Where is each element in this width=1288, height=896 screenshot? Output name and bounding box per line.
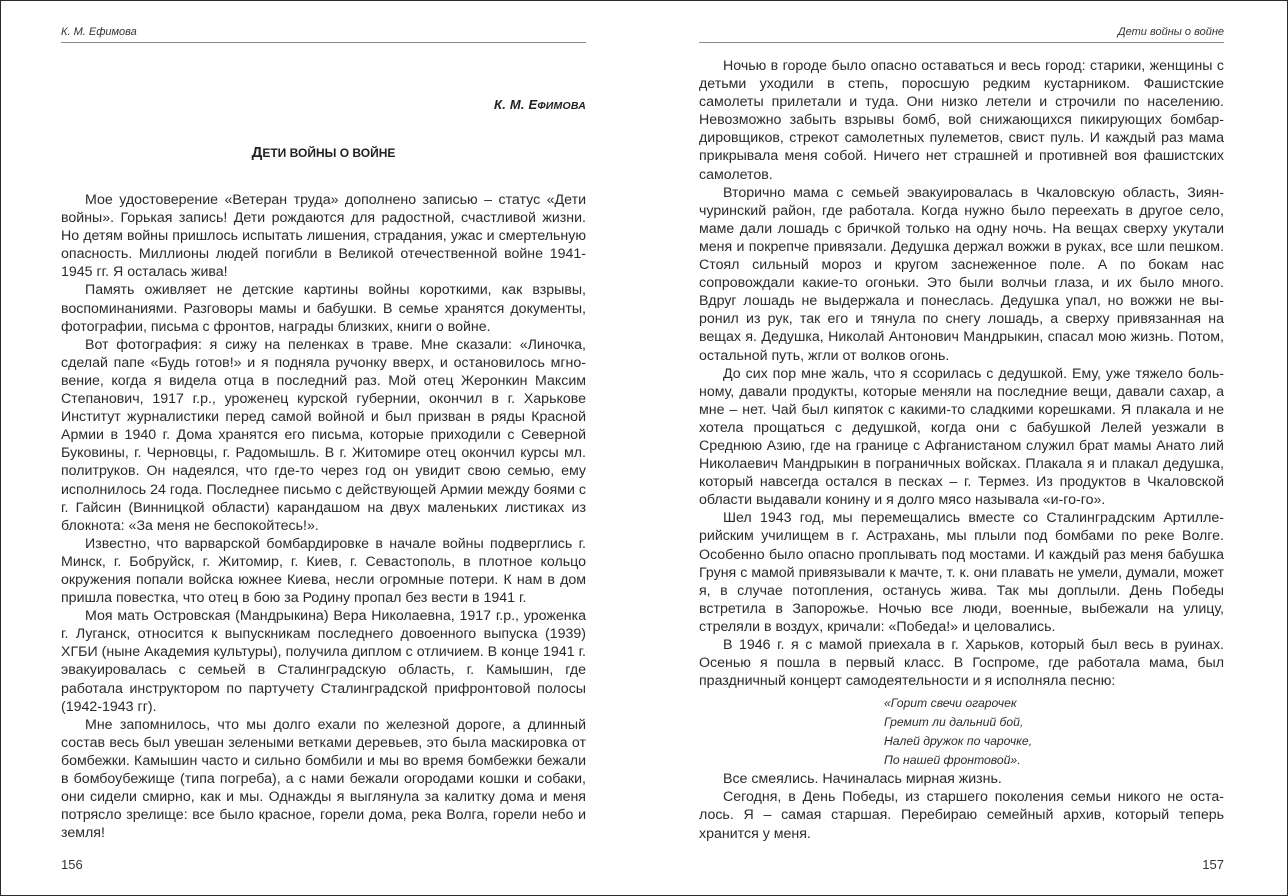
paragraph: Известно, что варварской бомбардировке в начале войны подверглись г. Минск, г. Бобруйск, г. Житомир, г. Киев, г. Севастополь, в плотное кольцо окружения попали войска южнее Киева, несли огромные потери. К нам в дом пришла повестка, что отец в бою за Родину пропал без вести в 1941 г. [61,535,586,607]
paragraph: В 1946 г. я с мамой приехала в г. Харьков, который был весь в руинах. Осенью я пошла в первый класс. В Госпроме, где работала мама, был праздничный концерт самодеятельности и я исполняла песню: [699,637,1224,690]
right-body-text [699,57,1224,843]
paragraph: Моя мать Островская (Мандрыкина) Вера Николаевна, 1917 г.р., уроженка г. Луганск, относится к выпускникам последнего довоенного выпуска (1939) ХГБИ (ныне Академия культуры), получила диплом с отличием. В конце 1941 г. эвакуировалась с семьей в Сталинградскую область, г. Камышин, где работала инструктором по партучету Сталинградской прифронтовой полосы (1942-1943 гг). [61,608,586,715]
paragraph: Вот фотография: я сижу на пеленках в траве. Мне сказали: «Линочка, сделай папе «Будь готов!» и я подняла ручонку вверх, и остановилось мгновение, когда я видела отца в последний раз. Мой отец Жеронкин Максим Степанович, 1917 г.р., уроженец курской губернии, окончил в г. Харькове Институт журналистики перед самой войной и был призван в ряды Красной Армии в 1940 г. Дома хранятся его письма, которые приходили с Северной Буковины, г. Черновцы, г. Радомышль. В г. Житомире отец окончил курсы мл. политруков. Он надеялся, что где-то через год он увидит свою семью, ему исполнилось 24 года. Последнее письмо с действующей Армии между боями с г. Гайсин (Винницкой области) карандашом на двух маленьких листиках из блокнота: «За меня не беспокойтесь!». [61,336,586,534]
title-initial: Д [251,144,263,161]
paragraph: Все смеялись. Начиналась мирная жизнь. [723,771,1002,788]
right-page [699,0,1224,896]
song-quote [699,694,1224,770]
paragraph: Ночью в городе было опасно оставаться и весь город: старики, женщины с детьми уходили в степь, поросшую редким кустарником. Фашистские самолеты прилетали и туда. Они низко летели и строчили по населению. Невозможно забыть взрывы бомб, вой снижающихся пикирующих бомбардировщиков, стрекот самолетных пулеметов, свист пуль. И каждый раз мама прикрывала меня собой. Ничего нет страшней и противней воя фашистских самолетов. [699,58,1224,183]
paragraph: Мое удостоверение «Ветеран труда» дополнено записью – статус «Дети войны». Горькая запись! Дети рождаются для радостной, счастливой жизни. Но детям войны пришлось испытать лишения, страдания, ужас и смертельную опасность. Миллионы людей погибли в Великой отечественной войне 1941-1945 гг. Я осталась жива! [61,192,586,281]
author-surname-smallcaps: ФИМОВА [537,100,586,112]
poem-line: Налей дружок по чарочке, [884,734,1033,749]
paragraph: До сих пор мне жаль, что я ссорилась с дедушкой. Ему, уже тяжело больному, давали продукты, которые меняли на последние вещи, давали сахар, а мне – нет. Чай был кипяток с какими-то сладкими корешками. Я плакала и не хотела прощаться с дедушкой, когда они с бабушкой Лелей уезжали в Среднюю Азию, где на границе с Афганистаном служил брат мамы Анато лий Николаевич Мандрыкин в пограничных войсках. Плакала я и плакал дедушка, который навсегда остался в песках – г. Термез. Из продуктов в Чкаловской области выдавали конину и я долго мясо называла «и-го-го». [699,365,1224,509]
poem-line: Гремит ли дальний бой, [884,715,1024,730]
header-rule [699,42,1224,43]
title-smallcaps: ЕТИ ВОЙНЫ О ВОЙНЕ [262,146,396,160]
paragraph: Память оживляет не детские картины войны короткими, как взрывы, воспоминаниями. Разговоры мамы и бабушки. В семье хранятся документы, фотографии, письма с фронтов, награды близких, книги о войне. [61,282,586,335]
left-body-text [61,191,586,842]
header-rule [61,42,586,43]
article-title [61,144,586,161]
paragraph: Сегодня, в День Победы, из старшего поколения семьи никого не осталось. Я – самая старшая. Перебираю семейный архив, который теперь хранится у меня. [699,789,1224,842]
page-number: 157 [1202,857,1224,872]
paragraph: Шел 1943 год, мы перемещались вместе со Сталинградским Артиллерийским училищем в г. Астрахань, мы плыли под бомбами по реке Волге. Особенно было опасно проплывать под мостами. И каждый раз меня бабушка Груня с мамой привязывали к мачте, т. к. они плавать не умели, думали, может я, в случае потопления, останусь жива. Так мы доплыли. День Победы встретила в Запорожье. Ночью все люди, военные, выбежали на улицу, стреляли в воздух, кричали: «Победа!» и целовались. [699,510,1224,635]
author-initials: К. М. Е [494,97,538,112]
paragraph: Вторично мама с семьей эвакуировалась в Чкаловскую область, Зиянчуринский район, где работала. Когда нужно было переехать в другое село, маме дали лошадь с бричкой только на одну ночь. На вещах сверху укутали меня и покрепче привязали. Дедушка держал вожжи в руках, все шли пешком. Стоял сильный мороз и кругом заснеженное поле. А по бокам нас сопровождали какие-то огоньки. Это были волчьи глаза, и их было много. Вдруг лошадь не выдержала и понеслась. Дедушка упал, но вожжи не выронил из рук, так его и тянула по снегу лошадь, а сверху привязанная на вещах я. Дедушка, Николай Антонович Мандрыкин, спасал мою жизнь. Потом, остальной путь, жгли от волков огонь. [699,184,1224,364]
running-head-author: К. М. Ефимова [61,26,137,38]
paragraph: Мне запомнилось, что мы долго ехали по железной дороге, а длинный состав весь был увешан зелеными ветками деревьев, это была маскировка от бомбежки. Камышин часто и сильно бомбили и мы во время бомбежки бежали в бомбоубежище (типа погреба), а с нами бежали огородами кошки и собаки, они сидели смирно, как и мы. Однажды я выглянула за калитку дома и меня потрясло зрелище: все было красное, горели дома, река Волга, горели небо и земля! [61,716,586,842]
running-head-title: Дети войны о войне [1117,26,1224,38]
article-author [494,97,586,112]
poem-line: «Горит свечи огарочек [884,696,1017,711]
page-number: 156 [61,857,83,872]
poem-line: По нашей фронтовой». [884,753,1021,768]
left-page [61,0,586,896]
